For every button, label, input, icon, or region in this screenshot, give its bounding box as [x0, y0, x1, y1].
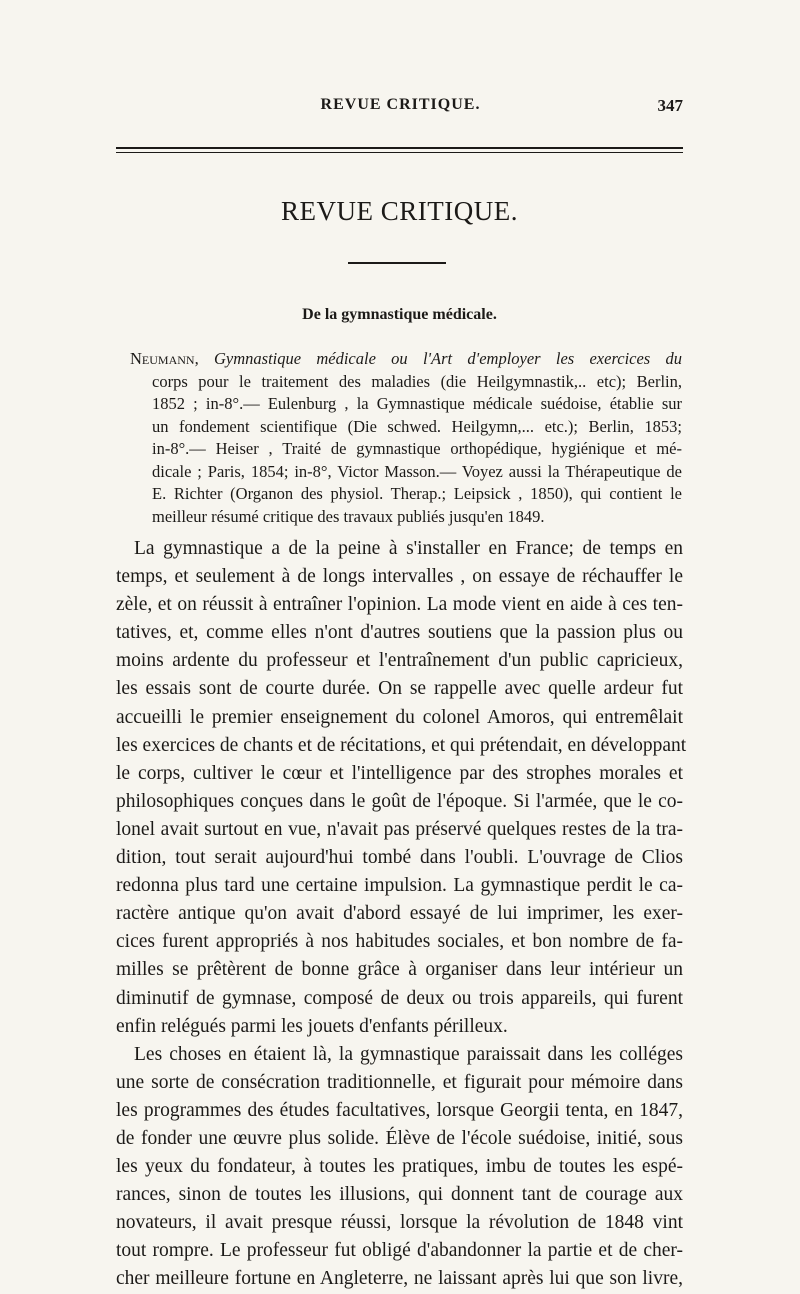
section-subheading: De la gymnastique médicale.	[302, 306, 497, 323]
body-line: enfin relégués parmi les jouets d'enfants périlleux.	[116, 1015, 508, 1037]
running-head	[118, 96, 683, 122]
body-line: cices furent appropriés à nos habitudes sociales, et bon nombre de fa-	[116, 931, 683, 953]
body-line: lonel avait surtout en vue, n'avait pas préservé quelques restes de la tra-	[116, 818, 683, 840]
body-line: dition, tout serait aujourd'hui tombé dans l'oubli. L'ouvrage de Clios	[116, 847, 683, 869]
bibliography-line: E. Richter (Organon des physiol. Therap.; Leipsick , 1850), qui contient le	[152, 484, 682, 503]
bibliography-note	[132, 348, 682, 528]
body-line: milles se prêtèrent de bonne grâce à organiser dans leur intérieur un	[116, 959, 683, 981]
body-line: cher meilleure fortune en Angleterre, ne laissant après lui que son livre,	[116, 1268, 683, 1290]
bibliography-line: 1852 ; in-8°.— Eulenburg , la Gymnastique médicale suédoise, établie sur	[152, 394, 682, 413]
header-rule-thin	[116, 152, 683, 153]
body-line: tatives, et, comme elles n'ont d'autres soutiens que la passion plus ou	[116, 622, 683, 644]
title-rule	[348, 262, 446, 264]
body-line: moins ardente du professeur et l'entraînement d'un public capricieux,	[116, 650, 683, 672]
page-number: 347	[657, 96, 683, 115]
body-line: rances, sinon de toutes les illusions, qui donnent tant de courage aux	[116, 1184, 683, 1206]
bibliography-line: dicale ; Paris, 1854; in-8°, Victor Masson.— Voyez aussi la Thérapeutique de	[152, 461, 682, 481]
body-line: accueilli le premier enseignement du colonel Amoros, qui entremêlait	[116, 706, 683, 728]
body-line: les programmes des études facultatives, lorsque Georgii tenta, en 1847,	[116, 1099, 683, 1121]
bibliography-line: Neumann, Gymnastique médicale ou l'Art d'employer les exercices du	[130, 349, 683, 368]
author-name: Neumann	[130, 349, 195, 368]
bibliography-line: in-8°.— Heiser , Traité de gymnastique orthopédique, hygiénique et mé-	[152, 439, 682, 458]
body-line: philosophiques conçues dans le goût de l'époque. Si l'armée, que le co-	[116, 790, 683, 812]
body-line: zèle, et on réussit à entraîner l'opinion. La mode vient en aide à ces ten-	[116, 594, 683, 616]
bibliography-line: corps pour le traitement des maladies (die Heilgymnastik,.. etc); Berlin,	[152, 371, 682, 391]
bibliography-line: un fondement scientifique (Die schwed. Heilgymn,... etc.); Berlin, 1853;	[152, 416, 682, 436]
body-line: ractère antique qu'on avait d'abord essayé de lui imprimer, les exer-	[116, 903, 683, 925]
header-rule-thick	[116, 147, 683, 149]
body-line: le corps, cultiver le cœur et l'intelligence par des strophes morales et	[116, 762, 683, 784]
body-line: les exercices de chants et de récitations, et qui prétendait, en développant	[116, 734, 687, 756]
body-line: les yeux du fondateur, à toutes les pratiques, imbu de toutes les espé-	[116, 1156, 683, 1178]
bibliography-line: meilleur résumé critique des travaux publiés jusqu'en 1849.	[152, 506, 545, 526]
body-line: une sorte de consécration traditionnelle, et figurait pour mémoire dans	[116, 1071, 683, 1093]
body-line: diminutif de gymnase, composé de deux ou trois appareils, qui furent	[116, 987, 683, 1009]
body-line: tout rompre. Le professeur fut obligé d'abandonner la partie et de cher-	[116, 1240, 683, 1262]
section-title: REVUE CRITIQUE.	[281, 196, 518, 226]
body-line: La gymnastique a de la peine à s'installer en France; de temps en	[134, 538, 683, 559]
body-line: de fonder une œuvre plus solide. Élève de l'école suédoise, initié, sous	[116, 1127, 683, 1149]
body-line: les essais sont de courte durée. On se rappelle avec quelle ardeur fut	[116, 678, 683, 700]
body-text	[116, 535, 687, 1294]
running-title: REVUE CRITIQUE.	[320, 96, 481, 113]
body-line: novateurs, il avait presque réussi, lorsque la révolution de 1848 vint	[116, 1212, 683, 1234]
body-line: temps, et seulement à de longs intervalles , on essaye de réchauffer le	[116, 566, 683, 588]
body-line: redonna plus tard une certaine impulsion. La gymnastique perdit le ca-	[116, 875, 683, 897]
body-line: Les choses en étaient là, la gymnastique paraissait dans les colléges	[134, 1043, 683, 1065]
